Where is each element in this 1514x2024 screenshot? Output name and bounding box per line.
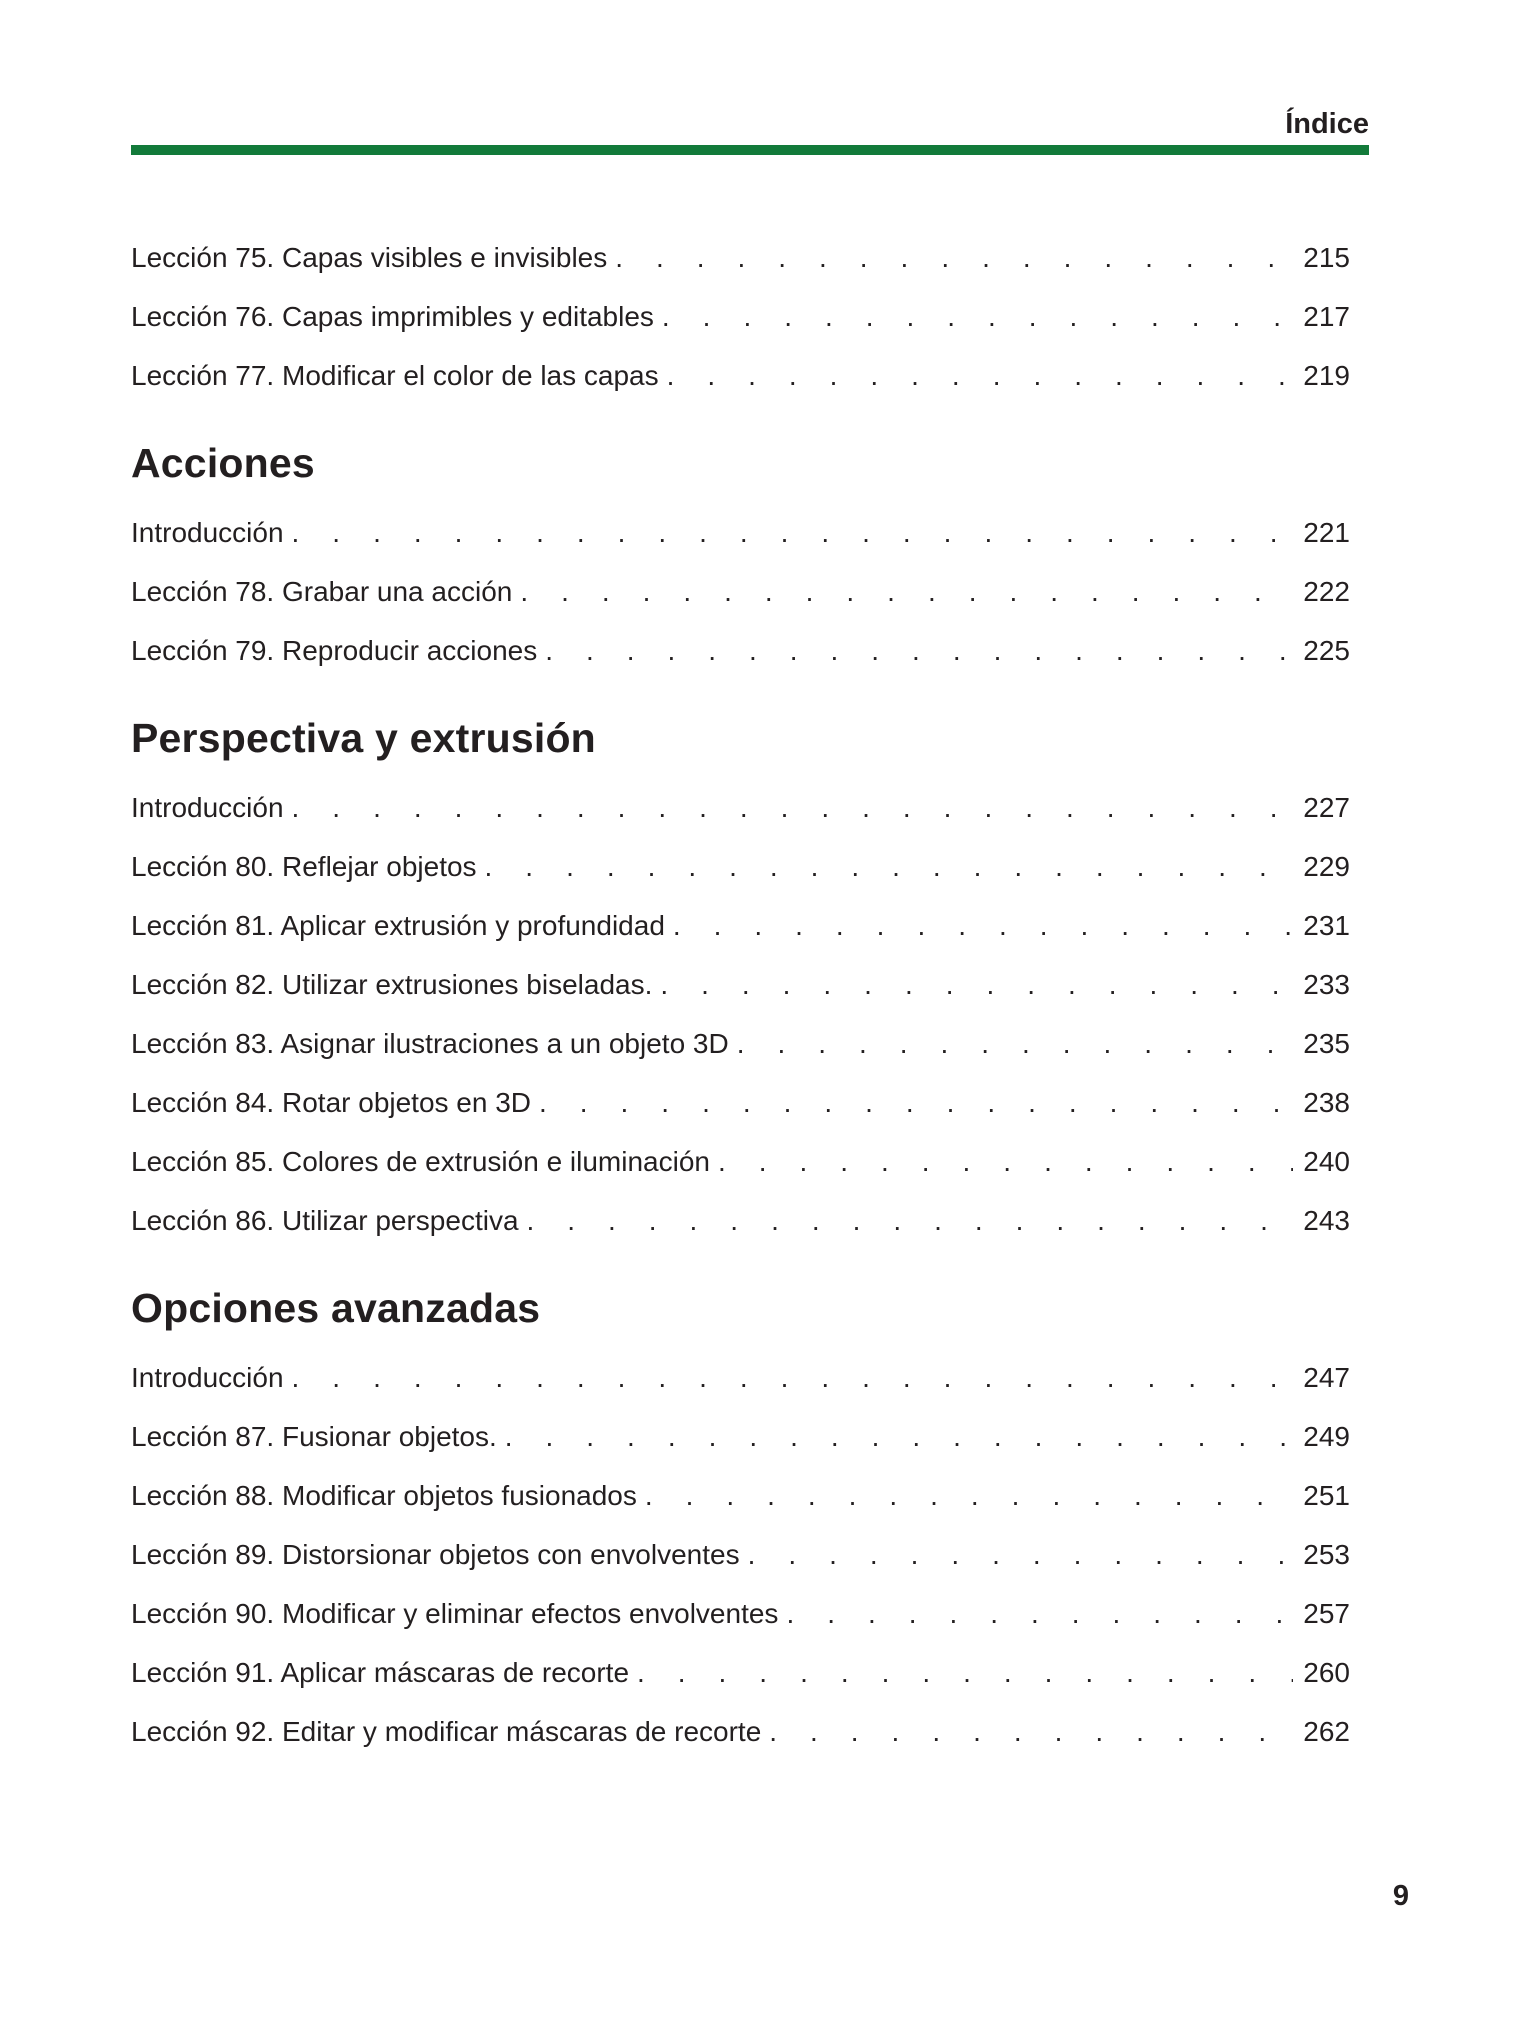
toc-entry [131,837,1350,896]
toc-entry-title: Lección 80. Reflejar objetos [131,851,477,882]
dot-leader [737,1014,1294,1073]
toc-entry-title: Lección 90. Modificar y eliminar efectos envolventes [131,1598,779,1629]
toc-entry [131,1643,1350,1702]
dot-leader [292,1348,1294,1407]
toc-entry [131,1348,1350,1407]
toc-entry-page: 243 [1303,1205,1350,1236]
toc-entry-title: Introducción [131,517,284,548]
toc-entry-page: 249 [1303,1421,1350,1452]
toc-entry-page: 253 [1303,1539,1350,1570]
toc-entry [131,1132,1350,1191]
toc-entry-title: Lección 83. Asignar ilustraciones a un objeto 3D [131,1028,729,1059]
toc-entry-title: Lección 86. Utilizar perspectiva [131,1205,519,1236]
dot-leader [539,1073,1293,1132]
toc-entry-page: 217 [1303,301,1350,332]
section-heading: Perspectiva y extrusión [131,715,596,761]
toc-entry-title: Lección 87. Fusionar objetos. [131,1421,497,1452]
toc-entry [131,1407,1350,1466]
toc-entry-page: 221 [1303,517,1350,548]
page-number: 9 [1392,1880,1409,1912]
toc-entry-title: Introducción [131,792,284,823]
section-heading: Acciones [131,440,315,486]
toc-entry-page: 219 [1303,360,1350,391]
toc-entry-page: 238 [1303,1087,1350,1118]
toc-entry-page: 227 [1303,792,1350,823]
dot-leader [292,503,1294,562]
section-heading: Opciones avanzadas [131,1285,541,1331]
toc-entry [131,1014,1350,1073]
toc-entry-title: Lección 91. Aplicar máscaras de recorte [131,1657,630,1688]
toc-entry-page: 222 [1303,576,1350,607]
toc-entry [131,228,1350,287]
dot-leader [545,621,1293,680]
dot-leader [292,778,1294,837]
toc-entry-title: Lección 81. Aplicar extrusión y profundidad [131,910,665,941]
toc-entry-title: Lección 85. Colores de extrusión e iluminación [131,1146,710,1177]
toc-entry-title: Lección 75. Capas visibles e invisibles [131,242,608,273]
toc-entry [131,287,1350,346]
toc-entry-page: 262 [1303,1716,1350,1747]
toc-entry [131,1466,1350,1525]
dot-leader [645,1466,1293,1525]
toc-entry-page: 240 [1303,1146,1350,1177]
toc-entry [131,1584,1350,1643]
toc-entry-title: Lección 76. Capas imprimibles y editables [131,301,654,332]
dot-leader [637,1643,1293,1702]
toc-entry [131,1702,1350,1761]
toc-entry-page: 235 [1303,1028,1350,1059]
dot-leader [673,896,1293,955]
toc-entry [131,621,1350,680]
dot-leader [485,837,1294,896]
toc-entry-title: Lección 88. Modificar objetos fusionados [131,1480,637,1511]
toc-entry [131,503,1350,562]
toc-entry-page: 215 [1303,242,1350,273]
toc-entry-page: 251 [1303,1480,1350,1511]
toc-entry-title: Introducción [131,1362,284,1393]
toc-entry [131,778,1350,837]
toc-entry [131,896,1350,955]
toc-entry-title: Lección 78. Grabar una acción [131,576,513,607]
dot-leader [615,228,1293,287]
toc-entry [131,955,1350,1014]
toc-entry-title: Lección 92. Editar y modificar máscaras de recorte [131,1716,762,1747]
toc-entry [131,1191,1350,1250]
toc-section [131,1256,1350,1761]
toc-entry-page: 231 [1303,910,1350,941]
toc-entry-page: 233 [1303,969,1350,1000]
toc-entry-page: 260 [1303,1657,1350,1688]
header-rule [131,145,1369,155]
toc-entry [131,346,1350,405]
dot-leader [718,1132,1293,1191]
toc-section [131,228,1350,405]
toc-entry-title: Lección 82. Utilizar extrusiones biseladas. [131,969,653,1000]
toc-entry [131,562,1350,621]
dot-leader [527,1191,1294,1250]
toc-entry-title: Lección 79. Reproducir acciones [131,635,538,666]
toc-entry-title: Lección 77. Modificar el color de las capas [131,360,659,391]
dot-leader [786,1584,1293,1643]
dot-leader [662,287,1293,346]
toc-entry-title: Lección 89. Distorsionar objetos con envolventes [131,1539,740,1570]
dot-leader [748,1525,1294,1584]
dot-leader [505,1407,1294,1466]
dot-leader [520,562,1293,621]
table-of-contents [131,228,1350,1761]
toc-entry-page: 229 [1303,851,1350,882]
toc-entry [131,1073,1350,1132]
toc-section [131,686,1350,1250]
toc-entry-page: 247 [1303,1362,1350,1393]
toc-entry [131,1525,1350,1584]
toc-entry-title: Lección 84. Rotar objetos en 3D [131,1087,532,1118]
dot-leader [667,346,1294,405]
running-header-title: Índice [1285,108,1369,140]
dot-leader [769,1702,1293,1761]
toc-section [131,411,1350,680]
dot-leader [660,955,1293,1014]
toc-entry-page: 257 [1303,1598,1350,1629]
toc-entry-page: 225 [1303,635,1350,666]
